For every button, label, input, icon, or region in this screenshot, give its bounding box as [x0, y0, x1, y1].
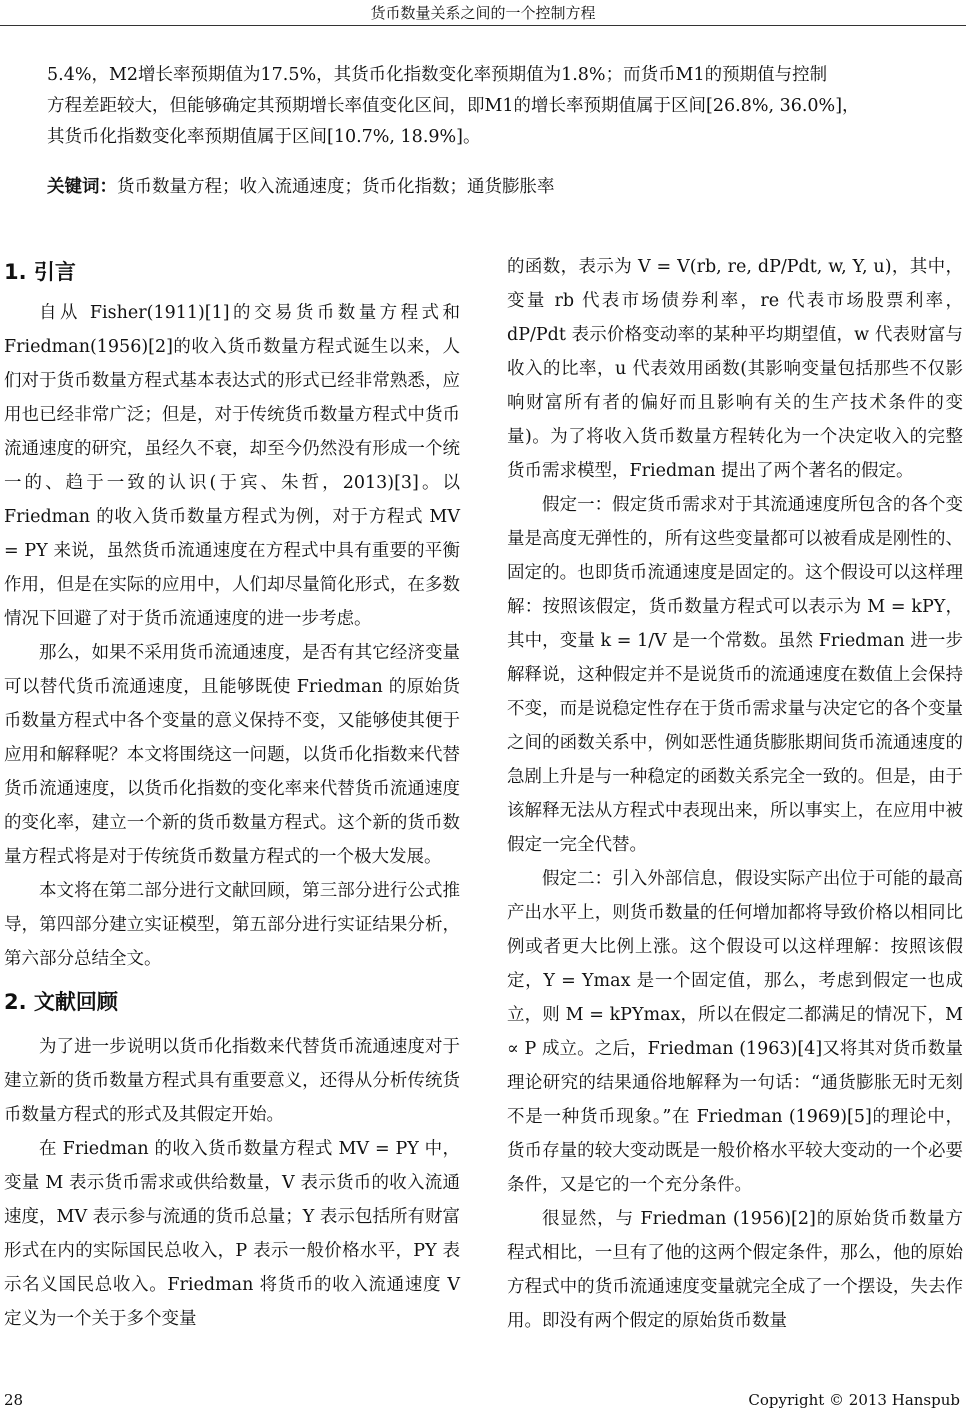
section-1-paragraph-2: 那么，如果不采用货币流通速度，是否有其它经济变量可以替代货币流通速度，且能够既使 Friedman 的原始货币数量方程式中各个变量的意义保持不变，又能够使其便于应用和解释呢？本文将围绕这一问题，以货币化指数来代替货币流通速度，以货币化指数的变化率来代替货币流通速度的变化率，建立一个新的货币数量方程式。这个新的货币数量方程式将是对于传统货币数量方程式的一个极大发展。	[4, 643, 460, 867]
section-2-paragraph-6: 很显然，与 Friedman (1956)[2]的原始货币数量方程式相比，一旦有了他的这两个假定条件，那么，他的原始方程式中的货币流通速度变量就完全成了一个摆设，失去作用。即没有两个假定的原始货币数量	[507, 1209, 963, 1331]
left-column	[4, 250, 460, 1336]
section-2-paragraph-5: 假定二：引入外部信息，假设实际产出位于可能的最高产出水平上，则货币数量的任何增加都将导致价格以相同比例或者更大比例上涨。这个假设可以这样理解：按照该假定，Y = Ymax 是一个固定值，那么，考虑到假定一也成立，则 M = kPYmax，所以在假定二都满足的情况下，M ∝ P 成立。之后，Friedman (1963)[4]又将其对货币数量理论研究的结果通俗地解释为一句话：“通货膨胀无时无刻不是一种货币现象。”在 Friedman (1969)[5]的理论中，货币存量的较大变动既是一般价格水平较大变动的一个必要条件，又是它的一个充分条件。	[507, 869, 963, 1195]
copyright: Copyright © 2013 Hanspub	[748, 1391, 960, 1409]
abstract-line-1: 5.4%，M2增长率预期值为17.5%，其货币化指数变化率预期值为1.8%；而货币M1的预期值与控制	[47, 65, 828, 85]
running-head: 货币数量关系之间的一个控制方程	[370, 4, 596, 22]
section-1-heading: 1. 引言	[4, 260, 76, 284]
section-2-paragraph-1: 为了进一步说明以货币化指数来代替货币流通速度对于建立新的货币数量方程式具有重要意义，还得从分析传统货币数量方程式的形式及其假定开始。	[4, 1037, 460, 1125]
section-1-paragraph-3: 本文将在第二部分进行文献回顾，第三部分进行公式推导，第四部分建立实证模型，第五部分进行实证结果分析，第六部分总结全文。	[4, 881, 460, 969]
keywords	[47, 173, 927, 201]
section-2-paragraph-4: 假定一：假定货币需求对于其流通速度所包含的各个变量是高度无弹性的，所有这些变量都可以被看成是刚性的、固定的。也即货币流通速度是固定的。这个假设可以这样理解：按照该假定，货币数量方程式可以表示为 M = kPY，其中，变量 k = 1/V 是一个常数。虽然 Friedman 进一步解释说，这种假定并不是说货币的流通速度在数值上会保持不变，而是说稳定性存在于货币需求量与决定它的各个变量之间的函数关系中，例如恶性通货膨胀期间货币流通速度的急剧上升是与一种稳定的函数关系完全一致的。但是，由于该解释无法从方程式中表现出来，所以事实上，在应用中被假定一完全代替。	[507, 495, 963, 855]
section-2-paragraph-2: 在 Friedman 的收入货币数量方程式 MV = PY 中，变量 M 表示货币需求或供给数量，V 表示货币的收入流通速度，MV 表示参与流通的货币总量；Y 表示包括所有财富形式在内的实际国民总收入，P 表示一般价格水平，PY 表示名义国民总收入。Friedman 将货币的收入流通速度 V 定义为一个关于多个变量	[4, 1139, 460, 1329]
keywords-label: 关键词：	[47, 177, 117, 197]
section-2-paragraph-3: 的函数，表示为 V = V(rb, re, dP/Pdt, w, Y, u)，其中，变量 rb 代表市场债券利率，re 代表市场股票利率，dP/Pdt 表示价格变动率的某种平均期望值，w 代表财富与收入的比率，u 代表效用函数(其影响变量包括那些不仅影响财富所有者的偏好而且影响有关的生产技术条件的变量)。为了将收入货币数量方程转化为一个决定收入的完整货币需求模型，Friedman 提出了两个著名的假定。	[507, 257, 963, 481]
page-number: 28	[4, 1391, 24, 1409]
abstract-line-2: 方程差距较大，但能够确定其预期增长率值变化区间，即M1的增长率预期值属于区间[26.8%, 36.0%]，	[47, 96, 860, 116]
section-1-paragraph-1: 自从 Fisher(1911)[1]的交易货币数量方程式和 Friedman(1956)[2]的收入货币数量方程式诞生以来，人们对于货币数量方程式基本表达式的形式已经非常熟悉，应用也已经非常广泛；但是，对于传统货币数量方程式中货币流通速度的研究，虽经久不衰，却至今仍然没有形成一个统一的、趋于一致的认识(于宾、朱哲，2013)[3]。以 Friedman 的收入货币数量方程式为例，对于方程式 MV = PY 来说，虽然货币流通速度在方程式中具有重要的平衡作用，但是在实际的应用中，人们却尽量简化形式，在多数情况下回避了对于货币流通速度的进一步考虑。	[4, 303, 460, 629]
abstract-line-3: 其货币化指数变化率预期值属于区间[10.7%, 18.9%]。	[47, 127, 481, 147]
abstract	[47, 60, 927, 153]
right-column	[507, 250, 963, 1338]
header-rule	[0, 25, 966, 26]
section-2-heading: 2. 文献回顾	[4, 990, 118, 1014]
keywords-text: 货币数量方程；收入流通速度；货币化指数；通货膨胀率	[117, 177, 555, 197]
